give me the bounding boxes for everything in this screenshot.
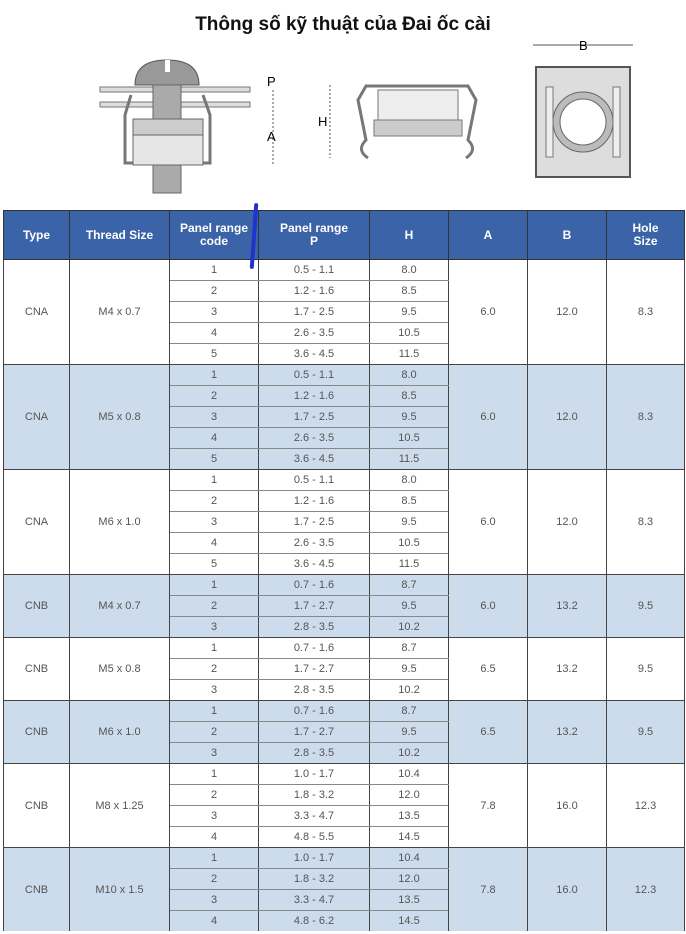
type-cell: CNB	[4, 638, 70, 701]
column-header-label: Panel range P	[279, 221, 349, 248]
panel-code-cell: 2	[170, 596, 259, 617]
type-cell: CNB	[4, 764, 70, 848]
table-row	[4, 470, 685, 491]
panel-range-cell: 0.7 - 1.6	[259, 575, 370, 596]
a-cell: 6.0	[449, 470, 528, 575]
h-cell: 9.5	[370, 512, 449, 533]
column-header	[170, 211, 259, 260]
panel-code-cell: 3	[170, 512, 259, 533]
h-cell: 9.5	[370, 596, 449, 617]
panel-code-cell: 2	[170, 659, 259, 680]
column-header-label: Panel range code	[179, 221, 249, 248]
label-a: A	[267, 129, 276, 144]
panel-range-cell: 1.7 - 2.5	[259, 512, 370, 533]
type-cell: CNA	[4, 260, 70, 365]
table-row	[4, 638, 685, 659]
panel-code-cell: 5	[170, 449, 259, 470]
column-header	[4, 211, 70, 260]
panel-range-cell: 2.6 - 3.5	[259, 533, 370, 554]
table-row	[4, 848, 685, 869]
panel-code-cell: 3	[170, 890, 259, 911]
panel-code-cell: 5	[170, 344, 259, 365]
column-header-label: B	[562, 227, 572, 242]
h-cell: 10.2	[370, 743, 449, 764]
label-p: P	[267, 74, 276, 89]
column-header-label: Hole Size	[632, 221, 659, 248]
label-b: B	[579, 38, 588, 53]
h-cell: 9.5	[370, 722, 449, 743]
panel-code-cell: 4	[170, 911, 259, 932]
h-cell: 8.7	[370, 638, 449, 659]
a-cell: 6.0	[449, 575, 528, 638]
b-cell: 13.2	[528, 575, 607, 638]
b-cell: 13.2	[528, 638, 607, 701]
h-cell: 10.2	[370, 680, 449, 701]
h-cell: 11.5	[370, 344, 449, 365]
panel-range-cell: 1.7 - 2.5	[259, 302, 370, 323]
column-header	[259, 211, 370, 260]
panel-range-cell: 1.0 - 1.7	[259, 764, 370, 785]
h-cell: 11.5	[370, 554, 449, 575]
panel-code-cell: 2	[170, 281, 259, 302]
thread-size-cell: M8 x 1.25	[70, 764, 170, 848]
column-header	[607, 211, 685, 260]
h-cell: 10.5	[370, 323, 449, 344]
panel-range-cell: 3.6 - 4.5	[259, 554, 370, 575]
panel-code-cell: 5	[170, 554, 259, 575]
a-cell: 6.5	[449, 638, 528, 701]
panel-code-cell: 4	[170, 533, 259, 554]
panel-code-cell: 3	[170, 407, 259, 428]
hole-size-cell: 12.3	[607, 764, 685, 848]
h-cell: 10.4	[370, 764, 449, 785]
thread-size-cell: M6 x 1.0	[70, 470, 170, 575]
a-cell: 7.8	[449, 764, 528, 848]
table-row	[4, 260, 685, 281]
panel-range-cell: 4.8 - 5.5	[259, 827, 370, 848]
column-header	[528, 211, 607, 260]
hole-size-cell: 12.3	[607, 848, 685, 932]
b-cell: 16.0	[528, 848, 607, 932]
cage-nut-side-diagram	[95, 55, 285, 195]
h-cell: 10.5	[370, 533, 449, 554]
hole-size-cell: 8.3	[607, 470, 685, 575]
h-cell: 12.0	[370, 869, 449, 890]
b-cell: 12.0	[528, 365, 607, 470]
panel-code-cell: 1	[170, 701, 259, 722]
b-cell: 12.0	[528, 470, 607, 575]
panel-range-cell: 3.3 - 4.7	[259, 806, 370, 827]
spec-table	[3, 210, 685, 931]
hole-size-cell: 9.5	[607, 575, 685, 638]
h-cell: 14.5	[370, 827, 449, 848]
h-cell: 8.0	[370, 470, 449, 491]
b-cell: 13.2	[528, 701, 607, 764]
h-cell: 11.5	[370, 449, 449, 470]
hole-size-cell: 9.5	[607, 701, 685, 764]
panel-code-cell: 1	[170, 764, 259, 785]
type-cell: CNB	[4, 701, 70, 764]
h-cell: 14.5	[370, 911, 449, 932]
panel-code-cell: 1	[170, 365, 259, 386]
panel-range-cell: 3.6 - 4.5	[259, 344, 370, 365]
panel-range-cell: 1.7 - 2.5	[259, 407, 370, 428]
panel-range-cell: 2.6 - 3.5	[259, 323, 370, 344]
thread-size-cell: M10 x 1.5	[70, 848, 170, 932]
a-cell: 7.8	[449, 848, 528, 932]
panel-code-cell: 1	[170, 470, 259, 491]
panel-code-cell: 3	[170, 680, 259, 701]
table-row	[4, 365, 685, 386]
h-cell: 8.7	[370, 701, 449, 722]
h-cell: 13.5	[370, 806, 449, 827]
type-cell: CNB	[4, 575, 70, 638]
type-cell: CNB	[4, 848, 70, 932]
h-cell: 8.5	[370, 491, 449, 512]
column-header	[70, 211, 170, 260]
a-cell: 6.0	[449, 260, 528, 365]
h-cell: 9.5	[370, 302, 449, 323]
h-cell: 8.0	[370, 260, 449, 281]
panel-code-cell: 1	[170, 638, 259, 659]
panel-code-cell: 2	[170, 785, 259, 806]
column-header-label: H	[404, 227, 414, 242]
panel-range-cell: 1.7 - 2.7	[259, 596, 370, 617]
a-cell: 6.5	[449, 701, 528, 764]
panel-range-cell: 1.7 - 2.7	[259, 722, 370, 743]
table-row	[4, 575, 685, 596]
cage-nut-front-diagram	[318, 80, 488, 165]
panel-code-cell: 2	[170, 386, 259, 407]
h-cell: 10.5	[370, 428, 449, 449]
thread-size-cell: M4 x 0.7	[70, 260, 170, 365]
h-cell: 9.5	[370, 659, 449, 680]
panel-code-cell: 1	[170, 260, 259, 281]
panel-range-cell: 0.5 - 1.1	[259, 470, 370, 491]
panel-code-cell: 3	[170, 743, 259, 764]
panel-code-cell: 4	[170, 323, 259, 344]
panel-range-cell: 0.5 - 1.1	[259, 365, 370, 386]
panel-code-cell: 1	[170, 575, 259, 596]
panel-code-cell: 4	[170, 827, 259, 848]
label-h: H	[318, 114, 328, 129]
panel-range-cell: 2.8 - 3.5	[259, 680, 370, 701]
panel-range-cell: 1.2 - 1.6	[259, 281, 370, 302]
thread-size-cell: M6 x 1.0	[70, 701, 170, 764]
h-cell: 9.5	[370, 407, 449, 428]
column-header	[449, 211, 528, 260]
panel-range-cell: 2.8 - 3.5	[259, 743, 370, 764]
panel-range-cell: 3.6 - 4.5	[259, 449, 370, 470]
panel-code-cell: 2	[170, 722, 259, 743]
column-header-label: A	[483, 227, 493, 242]
b-cell: 12.0	[528, 260, 607, 365]
panel-range-cell: 0.5 - 1.1	[259, 260, 370, 281]
page-title: Thông số kỹ thuật của Đai ốc cài	[195, 14, 491, 35]
panel-range-cell: 4.8 - 6.2	[259, 911, 370, 932]
table-row	[4, 764, 685, 785]
panel-code-cell: 3	[170, 617, 259, 638]
panel-code-cell: 3	[170, 302, 259, 323]
panel-code-cell: 2	[170, 491, 259, 512]
cage-nut-top-diagram	[528, 35, 638, 185]
h-cell: 10.4	[370, 848, 449, 869]
type-cell: CNA	[4, 470, 70, 575]
thread-size-cell: M4 x 0.7	[70, 575, 170, 638]
hole-size-cell: 8.3	[607, 365, 685, 470]
panel-range-cell: 2.6 - 3.5	[259, 428, 370, 449]
h-cell: 12.0	[370, 785, 449, 806]
panel-code-cell: 3	[170, 806, 259, 827]
panel-range-cell: 0.7 - 1.6	[259, 701, 370, 722]
panel-range-cell: 1.2 - 1.6	[259, 491, 370, 512]
panel-range-cell: 1.8 - 3.2	[259, 785, 370, 806]
type-cell: CNA	[4, 365, 70, 470]
table-header-row	[4, 211, 685, 260]
hole-size-cell: 9.5	[607, 638, 685, 701]
h-cell: 8.0	[370, 365, 449, 386]
h-cell: 8.5	[370, 386, 449, 407]
h-cell: 8.5	[370, 281, 449, 302]
column-header-label: Thread Size	[85, 227, 154, 242]
panel-range-cell: 1.8 - 3.2	[259, 869, 370, 890]
column-header-label: Type	[22, 227, 51, 242]
panel-code-cell: 1	[170, 848, 259, 869]
panel-code-cell: 4	[170, 428, 259, 449]
column-header	[370, 211, 449, 260]
panel-range-cell: 2.8 - 3.5	[259, 617, 370, 638]
b-cell: 16.0	[528, 764, 607, 848]
a-cell: 6.0	[449, 365, 528, 470]
thread-size-cell: M5 x 0.8	[70, 638, 170, 701]
panel-code-cell: 2	[170, 869, 259, 890]
h-cell: 13.5	[370, 890, 449, 911]
panel-range-cell: 1.7 - 2.7	[259, 659, 370, 680]
h-cell: 10.2	[370, 617, 449, 638]
panel-range-cell: 1.2 - 1.6	[259, 386, 370, 407]
thread-size-cell: M5 x 0.8	[70, 365, 170, 470]
panel-range-cell: 0.7 - 1.6	[259, 638, 370, 659]
hole-size-cell: 8.3	[607, 260, 685, 365]
panel-range-cell: 3.3 - 4.7	[259, 890, 370, 911]
h-cell: 8.7	[370, 575, 449, 596]
panel-range-cell: 1.0 - 1.7	[259, 848, 370, 869]
table-row	[4, 701, 685, 722]
